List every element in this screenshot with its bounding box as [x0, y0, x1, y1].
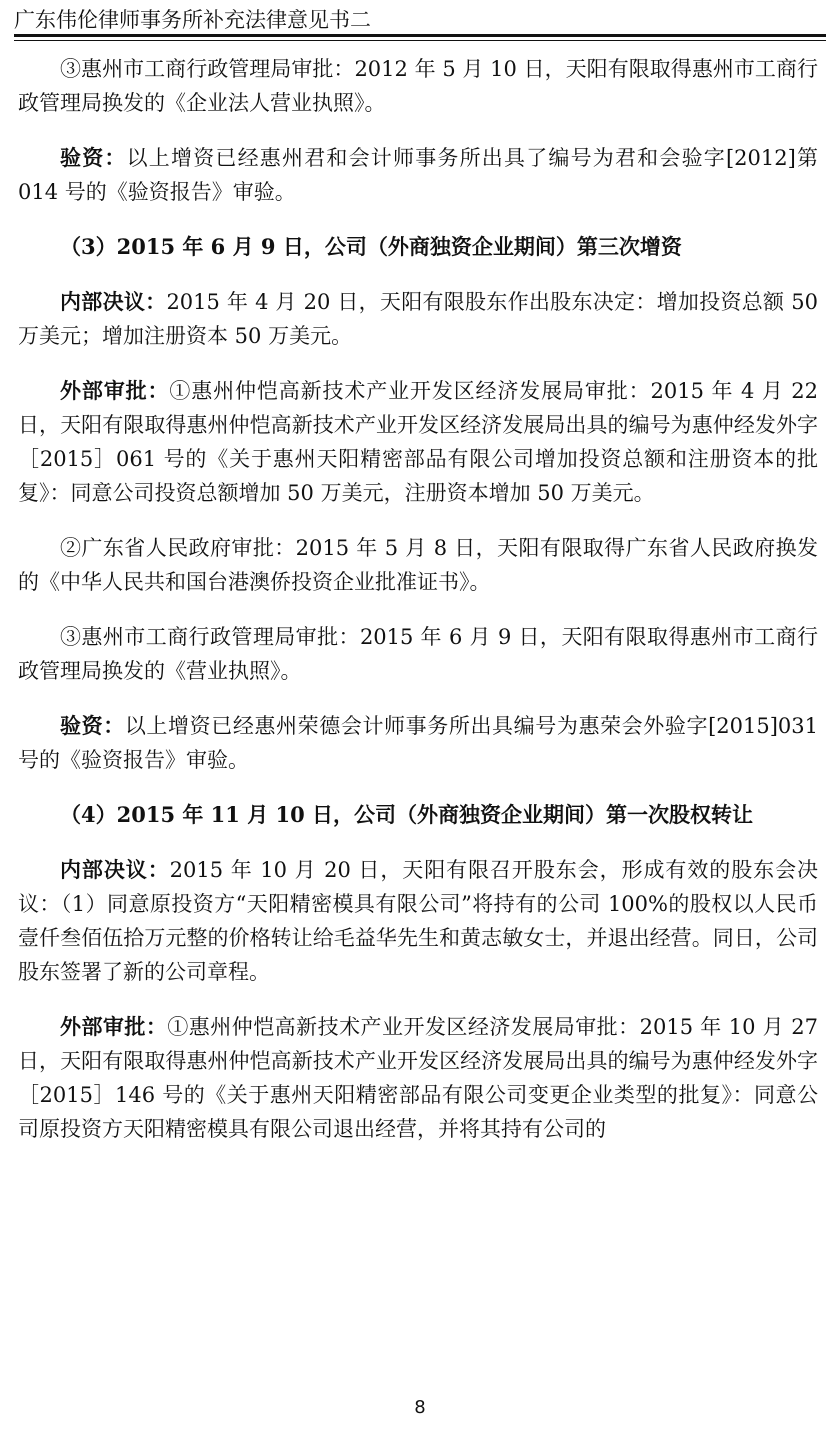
paragraph: 验资：以上增资已经惠州荣德会计师事务所出具编号为惠荣会外验字[2015]031 号的《验资报告》审验。 [18, 713, 818, 772]
paragraph: 外部审批：①惠州仲恺高新技术产业开发区经济发展局审批：2015 年 10 月 27 日，天阳有限取得惠州仲恺高新技术产业开发区经济发展局出具的编号为惠仲经发外字［2015］146 号的《关于惠州天阳精密部品有限公司变更企业类型的批复》：同意公司原投资方天阳精密模具有限公司退出经营，并将其持有公司的 [18, 1014, 819, 1141]
document-header-title: 广东伟伦律师事务所补充法律意见书二 [14, 8, 371, 32]
paragraph-label: 外部审批： [60, 1014, 168, 1039]
section-heading: （4）2015 年 11 月 10 日，公司（外商独资企业期间）第一次股权转让 [60, 802, 754, 827]
paragraph: 内部决议：2015 年 4 月 20 日，天阳有限股东作出股东决定：增加投资总额 50 万美元；增加注册资本 50 万美元。 [18, 289, 818, 348]
paragraph-label: 内部决议： [60, 857, 170, 882]
paragraph: ②广东省人民政府审批：2015 年 5 月 8 日，天阳有限取得广东省人民政府换发的《中华人民共和国台港澳侨投资企业批准证书》。 [18, 536, 818, 594]
paragraph: 验资：以上增资已经惠州君和会计师事务所出具了编号为君和会验字[2012]第 014 号的《验资报告》审验。 [18, 145, 819, 204]
paragraph-label: 验资： [60, 713, 125, 738]
document-body [18, 52, 818, 1146]
paragraph: ③惠州市工商行政管理局审批：2012 年 5 月 10 日，天阳有限取得惠州市工商行政管理局换发的《企业法人营业执照》。 [18, 57, 818, 115]
paragraph-label: 内部决议： [60, 289, 167, 314]
page-number: 8 [414, 1397, 426, 1418]
paragraph-label: 外部审批： [60, 378, 170, 403]
section-heading: （3）2015 年 6 月 9 日，公司（外商独资企业期间）第三次增资 [60, 234, 682, 259]
paragraph-label: 验资： [60, 145, 127, 170]
paragraph: 内部决议：2015 年 10 月 20 日，天阳有限召开股东会，形成有效的股东会决议：（1）同意原投资方“天阳精密模具有限公司”将持有的公司 100%的股权以人民币壹仟叁佰伍拾万元整的价格转让给毛益华先生和黄志敏女士，并退出经营。同日，公司股东签署了新的公司章程。 [18, 857, 819, 984]
header-rule-thick [14, 34, 826, 37]
paragraph: 外部审批：①惠州仲恺高新技术产业开发区经济发展局审批：2015 年 4 月 22 日，天阳有限取得惠州仲恺高新技术产业开发区经济发展局出具的编号为惠仲经发外字［2015］061 号的《关于惠州天阳精密部品有限公司增加投资总额和注册资本的批复》：同意公司投资总额增加 50 万美元，注册资本增加 50 万美元。 [18, 378, 818, 505]
paragraph: ③惠州市工商行政管理局审批：2015 年 6 月 9 日，天阳有限取得惠州市工商行政管理局换发的《营业执照》。 [18, 625, 818, 683]
header-rule-thin [14, 40, 826, 41]
